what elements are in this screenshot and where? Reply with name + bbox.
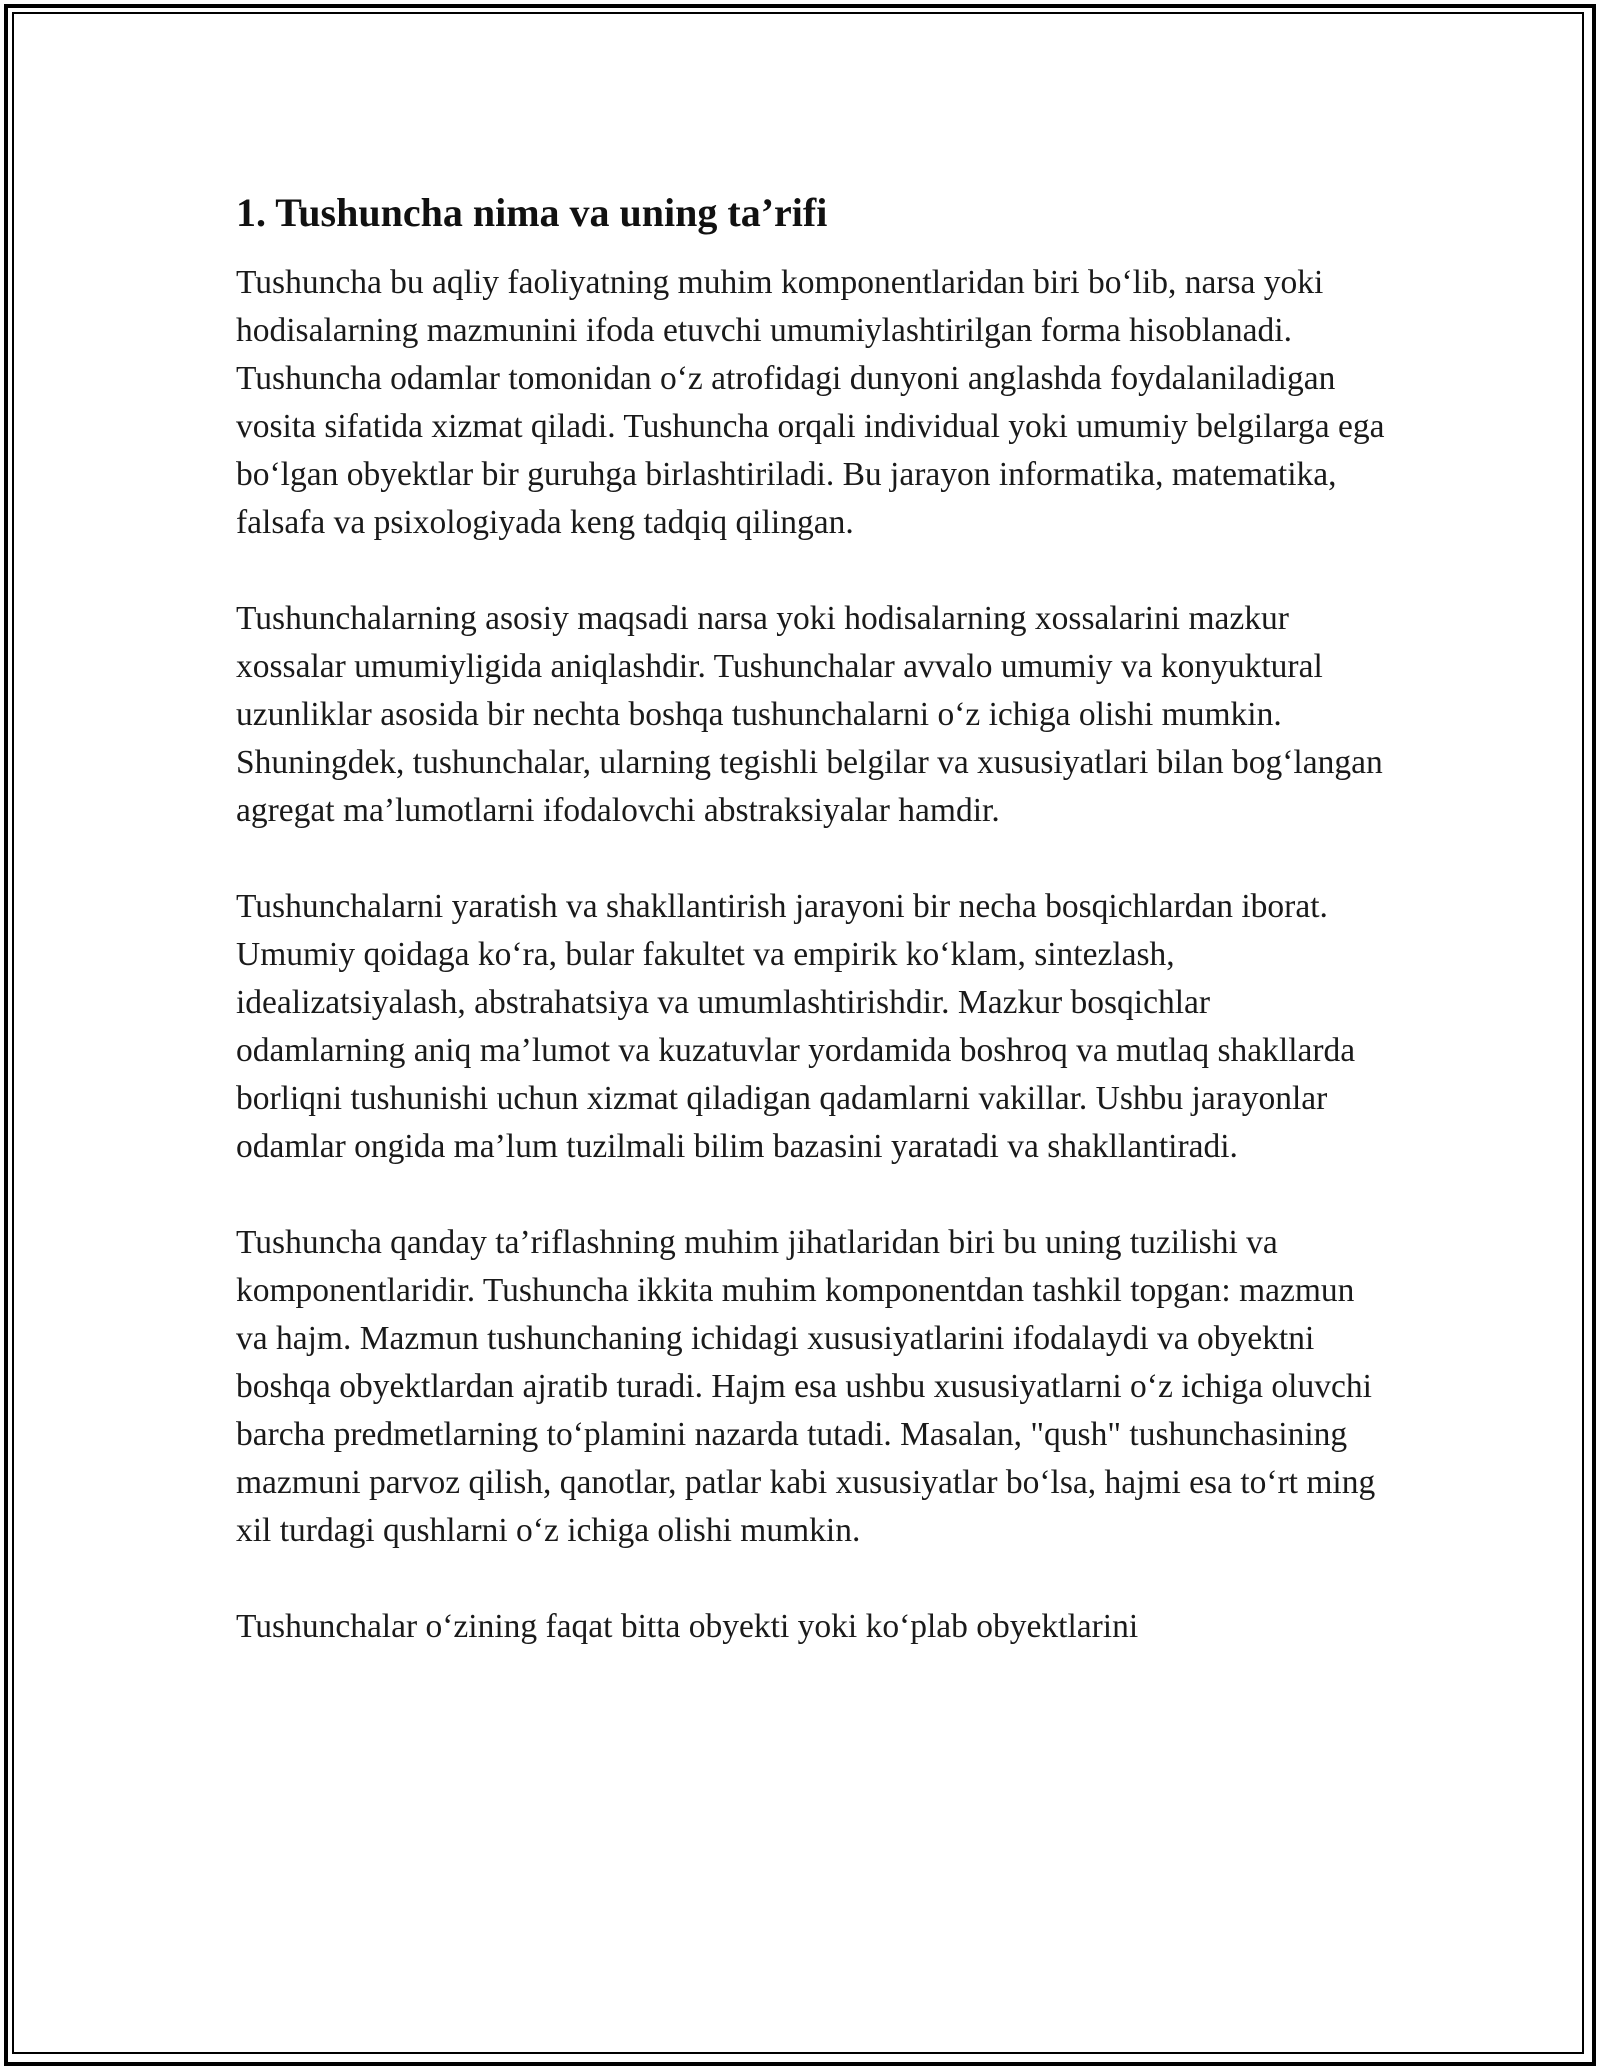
paragraph-purpose: Tushunchalarning asosiy maqsadi narsa yoki hodisalarning xossalarini mazkur xossalar umumiyligida aniqlashdir. Tushunchalar avvalo umumiy va konyuktural uzunliklar asosida bir nechta boshqa tushunchalarni o‘z ichiga olishi mumkin. Shuningdek, tushunchalar, ularning tegishli belgilar va xususiyatlari bilan bog‘langan agregat ma’lumotlarni ifodalovchi abstraksiyalar hamdir.	[236, 600, 1383, 829]
paragraph-structure: Tushuncha qanday ta’riflashning muhim jihatlaridan biri bu uning tuzilishi va komponentlaridir. Tushuncha ikkita muhim komponentdan tashkil topgan: mazmun va hajm. Mazmun tushunchaning ichidagi xususiyatlarini ifodalaydi va obyektni boshqa obyektlardan ajratib turadi. Hajm esa ushbu xususiyatlarni o‘z ichiga oluvchi barcha predmetlarning to‘plamini nazarda tutadi. Masalan, "qush" tushunchasining mazmuni parvoz qilish, qanotlar, patlar kabi xususiyatlar bo‘lsa, hajmi esa to‘rt ming xil turdagi qushlarni o‘z ichiga olishi mumkin.	[236, 1224, 1376, 1549]
paragraph-continuation: Tushunchalar o‘zining faqat bitta obyekti yoki ko‘plab obyektlarini	[236, 1608, 1139, 1645]
paragraph-definition: Tushuncha bu aqliy faoliyatning muhim komponentlaridan biri bo‘lib, narsa yoki hodisalarning mazmunini ifoda etuvchi umumiylashtirilgan forma hisoblanadi. Tushuncha odamlar tomonidan o‘z atrofidagi dunyoni anglashda foydalaniladigan vosita sifatida xizmat qiladi. Tushuncha orqali individual yoki umumiy belgilarga ega bo‘lgan obyektlar bir guruhga birlashtiriladi. Bu jarayon informatika, matematika, falsafa va psixologiyada keng tadqiq qilingan.	[236, 264, 1385, 541]
document-body	[236, 185, 1386, 1651]
section-heading: 1. Tushuncha nima va uning ta’rifi	[236, 190, 828, 235]
paragraph-formation-stages: Tushunchalarni yaratish va shakllantirish jarayoni bir necha bosqichlardan iborat. Umumiy qoidaga ko‘ra, bular fakultet va empirik ko‘klam, sintezlash, idealizatsiyalash, abstrahatsiya va umumlashtirishdir. Mazkur bosqichlar odamlarning aniq ma’lumot va kuzatuvlar yordamida boshroq va mutlaq shakllarda borliqni tushunishi uchun xizmat qiladigan qadamlarni vakillar. Ushbu jarayonlar odamlar ongida ma’lum tuzilmali bilim bazasini yaratadi va shakllantiradi.	[236, 888, 1356, 1165]
